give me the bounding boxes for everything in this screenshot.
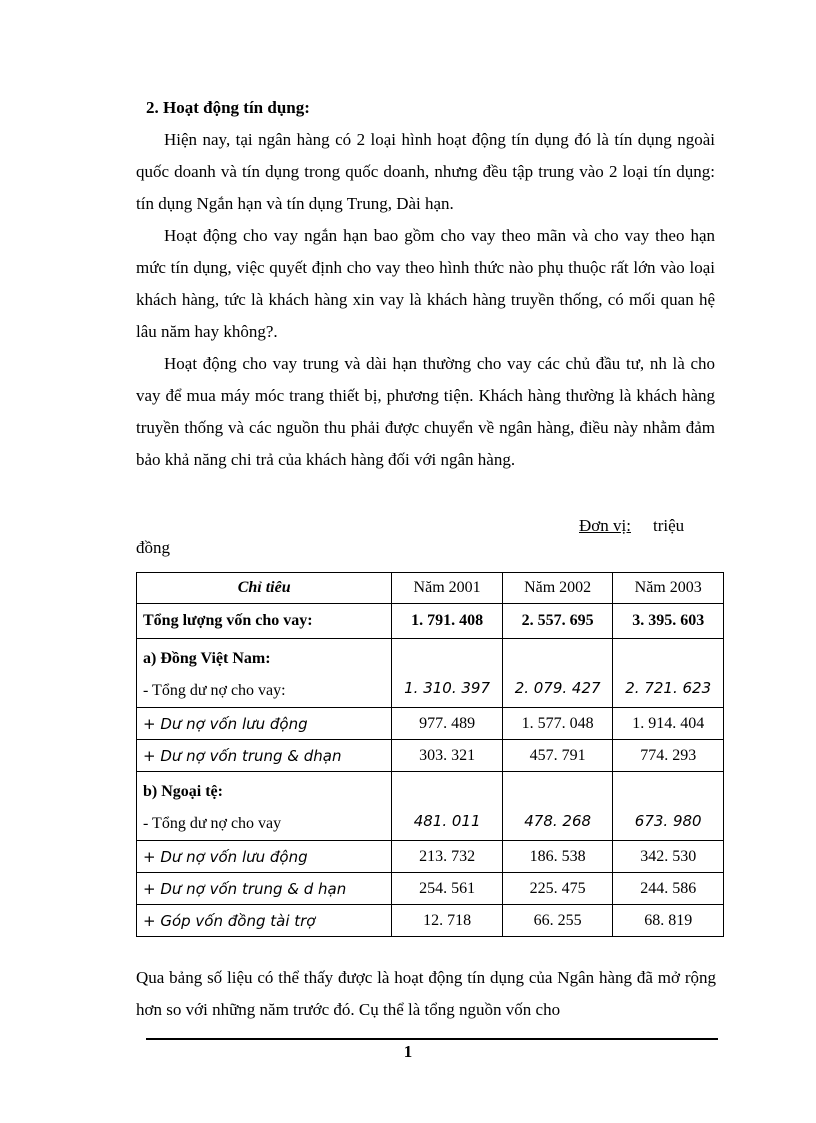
fx-subtotal-2001: 481. 011 <box>392 772 503 841</box>
total-2002: 2. 557. 695 <box>502 604 613 639</box>
table-row-total <box>137 604 724 639</box>
loan-table <box>136 572 724 937</box>
row-value-2002: 1. 577. 048 <box>502 708 613 740</box>
row-value-2002: 457. 791 <box>502 740 613 772</box>
total-label: Tổng lượng vốn cho vay: <box>137 604 392 639</box>
row-label: + Dư nợ vốn trung & d hạn <box>137 873 392 905</box>
table-header-row <box>137 573 724 604</box>
vnd-subtotal-2002: 2. 079. 427 <box>502 639 613 708</box>
table-row <box>137 708 724 740</box>
unit-label-value: triệu <box>652 516 685 535</box>
unit-label-key: Đơn vị: <box>579 516 631 535</box>
paragraph-2 <box>136 220 715 348</box>
row-value-2001: 303. 321 <box>392 740 503 772</box>
row-value-2001: 977. 489 <box>392 708 503 740</box>
table-row-fx-section <box>137 772 724 841</box>
paragraph-1-text: Hiện nay, tại ngân hàng có 2 loại hình hoạt động tín dụng đó là tín dụng ngoài quốc doanh và tín dụng trong quốc doanh, nhưng đều tập trung vào 2 loại tín dụng: tín dụng Ngắn hạn và tín dụng Trung, Dài hạn. <box>136 130 715 213</box>
row-label: + Dư nợ vốn lưu động <box>137 708 392 740</box>
table-row <box>137 841 724 873</box>
fx-subtotal-2003: 673. 980 <box>613 772 724 841</box>
paragraph-4 <box>136 962 716 1026</box>
row-label: + Góp vốn đồng tài trợ <box>137 905 392 937</box>
paragraph-2-text: Hoạt động cho vay ngắn hạn bao gồm cho vay theo mãn và cho vay theo hạn mức tín dụng, việc quyết định cho vay theo hình thức nào phụ thuộc rất lớn vào loại khách hàng, tức là khách hàng xin vay là khách hàng truyền thống, có mối quan hệ lâu năm hay không?. <box>136 226 715 341</box>
header-indicator: Chỉ tiêu <box>137 573 392 604</box>
row-value-2003: 244. 586 <box>613 873 724 905</box>
table-row <box>137 873 724 905</box>
row-label: + Dư nợ vốn trung & dhạn <box>137 740 392 772</box>
row-value-2003: 68. 819 <box>613 905 724 937</box>
header-year-2001: Năm 2001 <box>392 573 503 604</box>
total-2003: 3. 395. 603 <box>613 604 724 639</box>
row-value-2001: 254. 561 <box>392 873 503 905</box>
fx-title: b) Ngoại tệ: <box>143 783 223 800</box>
paragraph-1 <box>136 124 715 220</box>
header-year-2003: Năm 2003 <box>613 573 724 604</box>
row-value-2003: 774. 293 <box>613 740 724 772</box>
row-value-2003: 1. 914. 404 <box>613 708 724 740</box>
header-year-2002: Năm 2002 <box>502 573 613 604</box>
total-2001: 1. 791. 408 <box>392 604 503 639</box>
footer-divider <box>146 1038 718 1040</box>
fx-subtotal-2002: 478. 268 <box>502 772 613 841</box>
table-row-vnd-section <box>137 639 724 708</box>
vnd-subtotal-2003: 2. 721. 623 <box>613 639 724 708</box>
row-value-2002: 225. 475 <box>502 873 613 905</box>
row-value-2003: 342. 530 <box>613 841 724 873</box>
fx-subtotal-label: - Tổng dư nợ cho vay <box>143 815 282 832</box>
paragraph-4-text: Qua bảng số liệu có thể thấy được là hoạt động tín dụng của Ngân hàng đã mở rộng hơn so với những năm trước đó. Cụ thể là tổng nguồn vốn cho <box>136 968 716 1019</box>
unit-label-continued: đồng <box>136 538 170 557</box>
vnd-label-cell <box>137 639 392 708</box>
row-value-2001: 213. 732 <box>392 841 503 873</box>
paragraph-3-text: Hoạt động cho vay trung và dài hạn thường cho vay các chủ đầu tư, nh là cho vay để mua máy móc trang thiết bị, phương tiện. Khách hàng thường là khách hàng truyền thống và các nguồn thu phải được chuyển về ngân hàng, điều này nhằm đảm bảo khả năng chi trả của khách hàng đối với ngân hàng. <box>136 354 715 469</box>
row-value-2002: 66. 255 <box>502 905 613 937</box>
vnd-title: a) Đồng Việt Nam: <box>143 650 271 667</box>
row-label: + Dư nợ vốn lưu động <box>137 841 392 873</box>
table-row <box>137 740 724 772</box>
table-row <box>137 905 724 937</box>
unit-label <box>579 516 684 536</box>
page-number: 1 <box>403 1042 413 1061</box>
vnd-subtotal-label: - Tổng dư nợ cho vay: <box>143 682 286 699</box>
row-value-2002: 186. 538 <box>502 841 613 873</box>
paragraph-3 <box>136 348 715 476</box>
section-heading: 2. Hoạt động tín dụng: <box>146 98 310 117</box>
row-value-2001: 12. 718 <box>392 905 503 937</box>
fx-label-cell <box>137 772 392 841</box>
vnd-subtotal-2001: 1. 310. 397 <box>392 639 503 708</box>
